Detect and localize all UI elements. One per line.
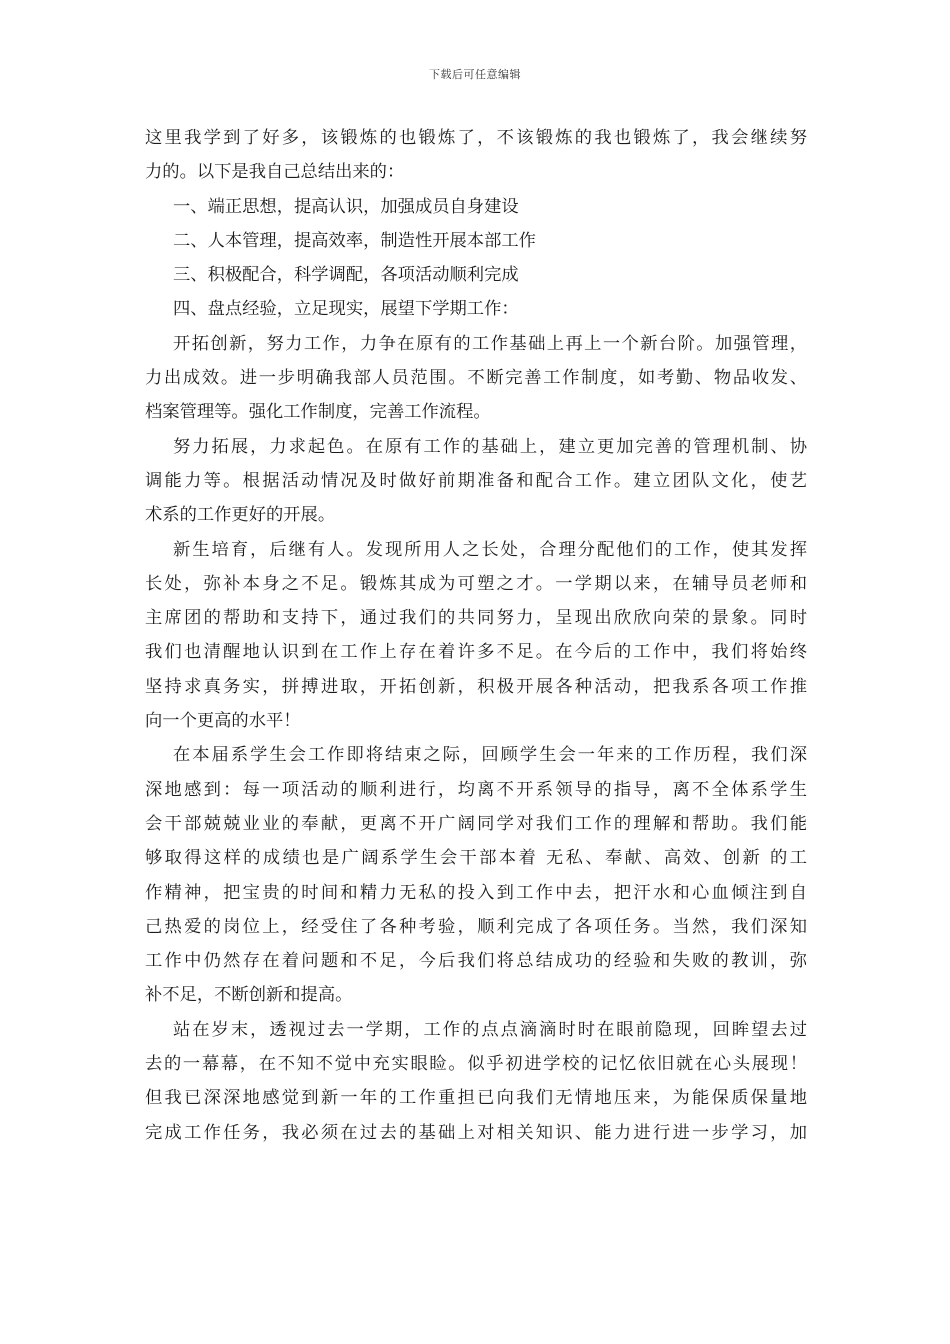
text-line: 够取得这样的成绩也是广阔系学生会干部本着 无私、奉献、高效、创新 的工 — [145, 848, 807, 869]
text-line: 力的。以下是我自己总结出来的： — [145, 162, 405, 183]
text-line: 三、积极配合，科学调配，各项活动顺利完成 — [173, 265, 519, 286]
text-line: 二、人本管理，提高效率，制造性开展本部工作 — [173, 230, 536, 251]
text-line: 四、盘点经验，立足现实，展望下学期工作： — [173, 299, 519, 320]
text-line: 努力拓展，力求起色。在原有工作的基础上，建立更加完善的管理机制、协 — [173, 436, 807, 457]
text-line: 己热爱的岗位上，经受住了各种考验，顺利完成了各项任务。当然，我们深知 — [145, 916, 807, 937]
text-line: 新生培育，后继有人。发现所用人之长处，合理分配他们的工作，使其发挥 — [173, 539, 807, 560]
text-line: 深地感到：每一项活动的顺利进行，均离不开系领导的指导，离不全体系学生 — [145, 779, 807, 800]
page-header: 下载后可任意编辑 — [429, 68, 521, 81]
text-line: 会干部兢兢业业的奉献，更离不开广阔同学对我们工作的理解和帮助。我们能 — [145, 813, 807, 834]
text-line: 调能力等。根据活动情况及时做好前期准备和配合工作。建立团队文化，使艺 — [145, 470, 807, 491]
text-line: 补不足，不断创新和提高。 — [145, 985, 353, 1006]
text-line: 但我已深深地感觉到新一年的工作重担已向我们无情地压来，为能保质保量地 — [145, 1088, 807, 1109]
document-body — [145, 121, 807, 1150]
text-line: 我们也清醒地认识到在工作上存在着许多不足。在今后的工作中，我们将始终 — [145, 642, 807, 663]
text-line: 长处，弥补本身之不足。锻炼其成为可塑之才。一学期以来，在辅导员老师和 — [145, 573, 807, 594]
text-line: 坚持求真务实，拼搏进取，开拓创新，积极开展各种活动，把我系各项工作推 — [145, 676, 807, 697]
text-line: 这里我学到了好多，该锻炼的也锻炼了，不该锻炼的我也锻炼了，我会继续努 — [145, 128, 807, 148]
text-line: 力出成效。进一步明确我部人员范围。不断完善工作制度，如考勤、物品收发、 — [145, 368, 807, 389]
text-line: 工作中仍然存在着问题和不足，今后我们将总结成功的经验和失败的教训，弥 — [145, 951, 807, 972]
text-line: 开拓创新，努力工作，力争在原有的工作基础上再上一个新台阶。加强管理， — [173, 333, 807, 354]
text-line: 完成工作任务，我必须在过去的基础上对相关知识、能力进行进一步学习，加 — [145, 1122, 807, 1143]
text-line: 作精神，把宝贵的时间和精力无私的投入到工作中去，把汗水和心血倾注到自 — [145, 882, 807, 903]
text-line: 一、端正思想，提高认识，加强成员自身建设 — [173, 196, 519, 217]
text-line: 去的一幕幕，在不知不觉中充实眼睑。似乎初进学校的记忆依旧就在心头展现！ — [145, 1054, 807, 1075]
text-line: 向一个更高的水平！ — [145, 711, 301, 732]
text-line: 主席团的帮助和支持下，通过我们的共同努力，呈现出欣欣向荣的景象。同时 — [145, 608, 807, 629]
text-line: 在本届系学生会工作即将结束之际，回顾学生会一年来的工作历程，我们深 — [173, 745, 807, 766]
text-line: 档案管理等。强化工作制度，完善工作流程。 — [145, 402, 491, 423]
text-line: 站在岁末，透视过去一学期，工作的点点滴滴时时在眼前隐现，回眸望去过 — [173, 1019, 807, 1040]
text-line: 术系的工作更好的开展。 — [145, 505, 336, 526]
